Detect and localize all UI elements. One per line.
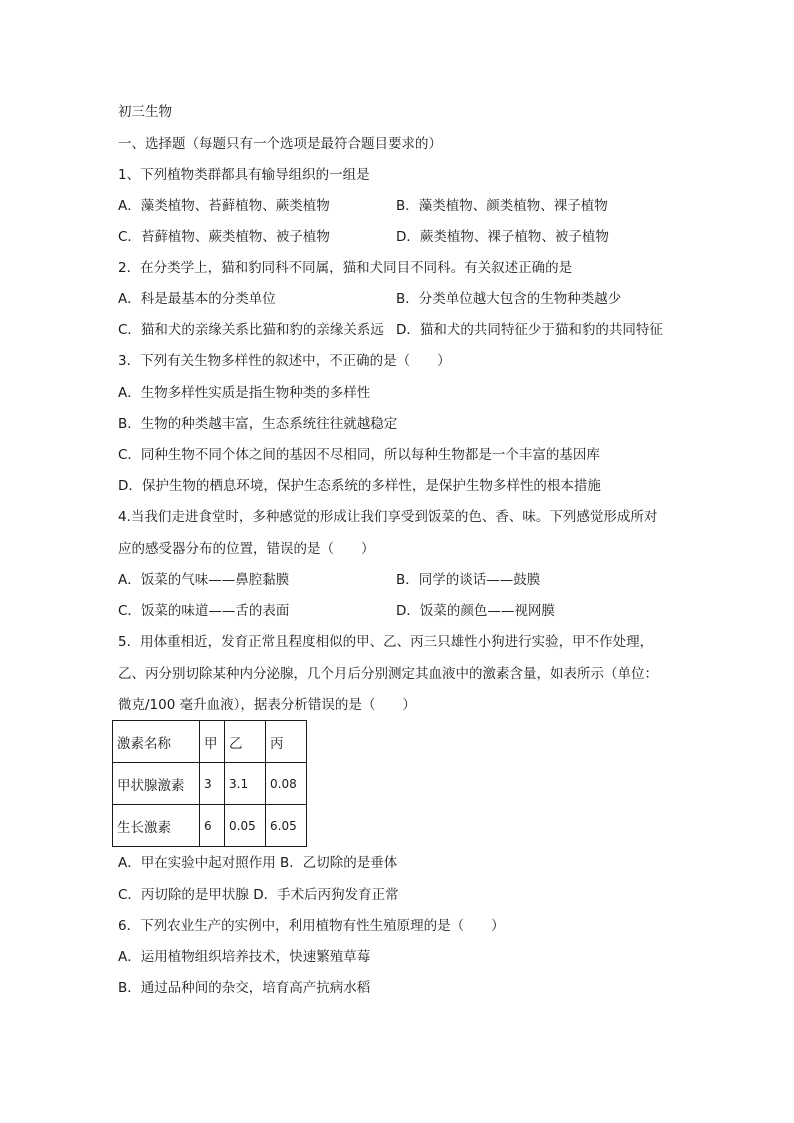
doc-title: 初三生物 — [118, 104, 172, 120]
table-cell: 6 — [200, 805, 225, 847]
q3-option-a: A．生物多样性实质是指生物种类的多样性 — [118, 385, 371, 401]
table-header-cell: 乙 — [225, 721, 266, 763]
table-row — [113, 763, 307, 805]
q4-option-a: A．饭菜的气味——鼻腔黏膜 — [118, 572, 290, 588]
table-row — [113, 805, 307, 847]
q4-stem-line1: 4.当我们走进食堂时，多种感觉的形成让我们享受到饭菜的色、香、味。下列感觉形成所对 — [118, 509, 658, 525]
q3-option-d: D．保护生物的栖息环境，保护生态系统的多样性，是保护生物多样性的根本措施 — [118, 478, 601, 494]
hormone-table — [112, 720, 307, 847]
table-cell: 生长激素 — [113, 805, 200, 847]
table-header-cell: 甲 — [200, 721, 225, 763]
q5-options-cd: C．丙切除的是甲状腺 D．手术后丙狗发育正常 — [118, 887, 399, 903]
table-header-cell: 激素名称 — [113, 721, 200, 763]
table-cell: 甲状腺激素 — [113, 763, 200, 805]
q2-option-c: C．猫和犬的亲缘关系比猫和豹的亲缘关系远 — [118, 322, 384, 338]
table-cell: 3.1 — [225, 763, 266, 805]
q3-stem: 3．下列有关生物多样性的叙述中，不正确的是（ ） — [118, 353, 451, 369]
q5-stem-line3: 微克/100 毫升血液），据表分析错误的是（ ） — [118, 697, 416, 713]
q1-option-a: A．藻类植物、苔藓植物、蕨类植物 — [118, 198, 330, 214]
q3-option-c: C．同种生物不同个体之间的基因不尽相同，所以每种生物都是一个丰富的基因库 — [118, 447, 600, 463]
q1-option-b: B．藻类植物、颜类植物、裸子植物 — [396, 198, 608, 214]
q5-stem-line1: 5．用体重相近，发育正常且程度相似的甲、乙、丙三只雄性小狗进行实验，甲不作处理， — [118, 634, 654, 650]
section-heading: 一、选择题（每题只有一个选项是最符合题目要求的） — [118, 136, 442, 152]
q5-stem-line2: 乙、丙分别切除某种内分泌腺，几个月后分别测定其血液中的激素含量，如表所示（单位： — [118, 666, 658, 682]
q4-option-d: D．饭菜的颜色——视网膜 — [396, 603, 555, 619]
q2-option-d: D．猫和犬的共同特征少于猫和豹的共同特征 — [396, 322, 663, 338]
q4-option-b: B．同学的谈话——鼓膜 — [396, 572, 541, 588]
q2-option-a: A．科是最基本的分类单位 — [118, 291, 276, 307]
q3-option-b: B．生物的种类越丰富，生态系统往往就越稳定 — [118, 416, 398, 432]
table-header-row — [113, 721, 307, 763]
q2-option-b: B．分类单位越大包含的生物种类越少 — [396, 291, 622, 307]
q4-option-c: C．饭菜的味道——舌的表面 — [118, 603, 290, 619]
q6-option-a: A．运用植物组织培养技术，快速繁殖草莓 — [118, 949, 371, 965]
q1-option-d: D．蕨类植物、裸子植物、被子植物 — [396, 229, 609, 245]
table-cell: 0.08 — [266, 763, 307, 805]
q1-option-c: C．苔藓植物、蕨类植物、被子植物 — [118, 229, 330, 245]
q6-stem: 6．下列农业生产的实例中，利用植物有性生殖原理的是（ ） — [118, 918, 505, 934]
table-header-cell: 丙 — [266, 721, 307, 763]
q1-stem: 1、下列植物类群都具有输导组织的一组是 — [118, 167, 370, 183]
q2-stem: 2．在分类学上，猫和豹同科不同属，猫和犬同目不同科。有关叙述正确的是 — [118, 260, 573, 276]
q5-options-ab: A．甲在实验中起对照作用 B．乙切除的是垂体 — [118, 855, 398, 871]
table-cell: 0.05 — [225, 805, 266, 847]
table-cell: 3 — [200, 763, 225, 805]
q6-option-b: B．通过品种间的杂交，培育高产抗病水稻 — [118, 980, 371, 996]
q4-stem-line2: 应的感受器分布的位置，错误的是（ ） — [118, 541, 375, 557]
table-cell: 6.05 — [266, 805, 307, 847]
